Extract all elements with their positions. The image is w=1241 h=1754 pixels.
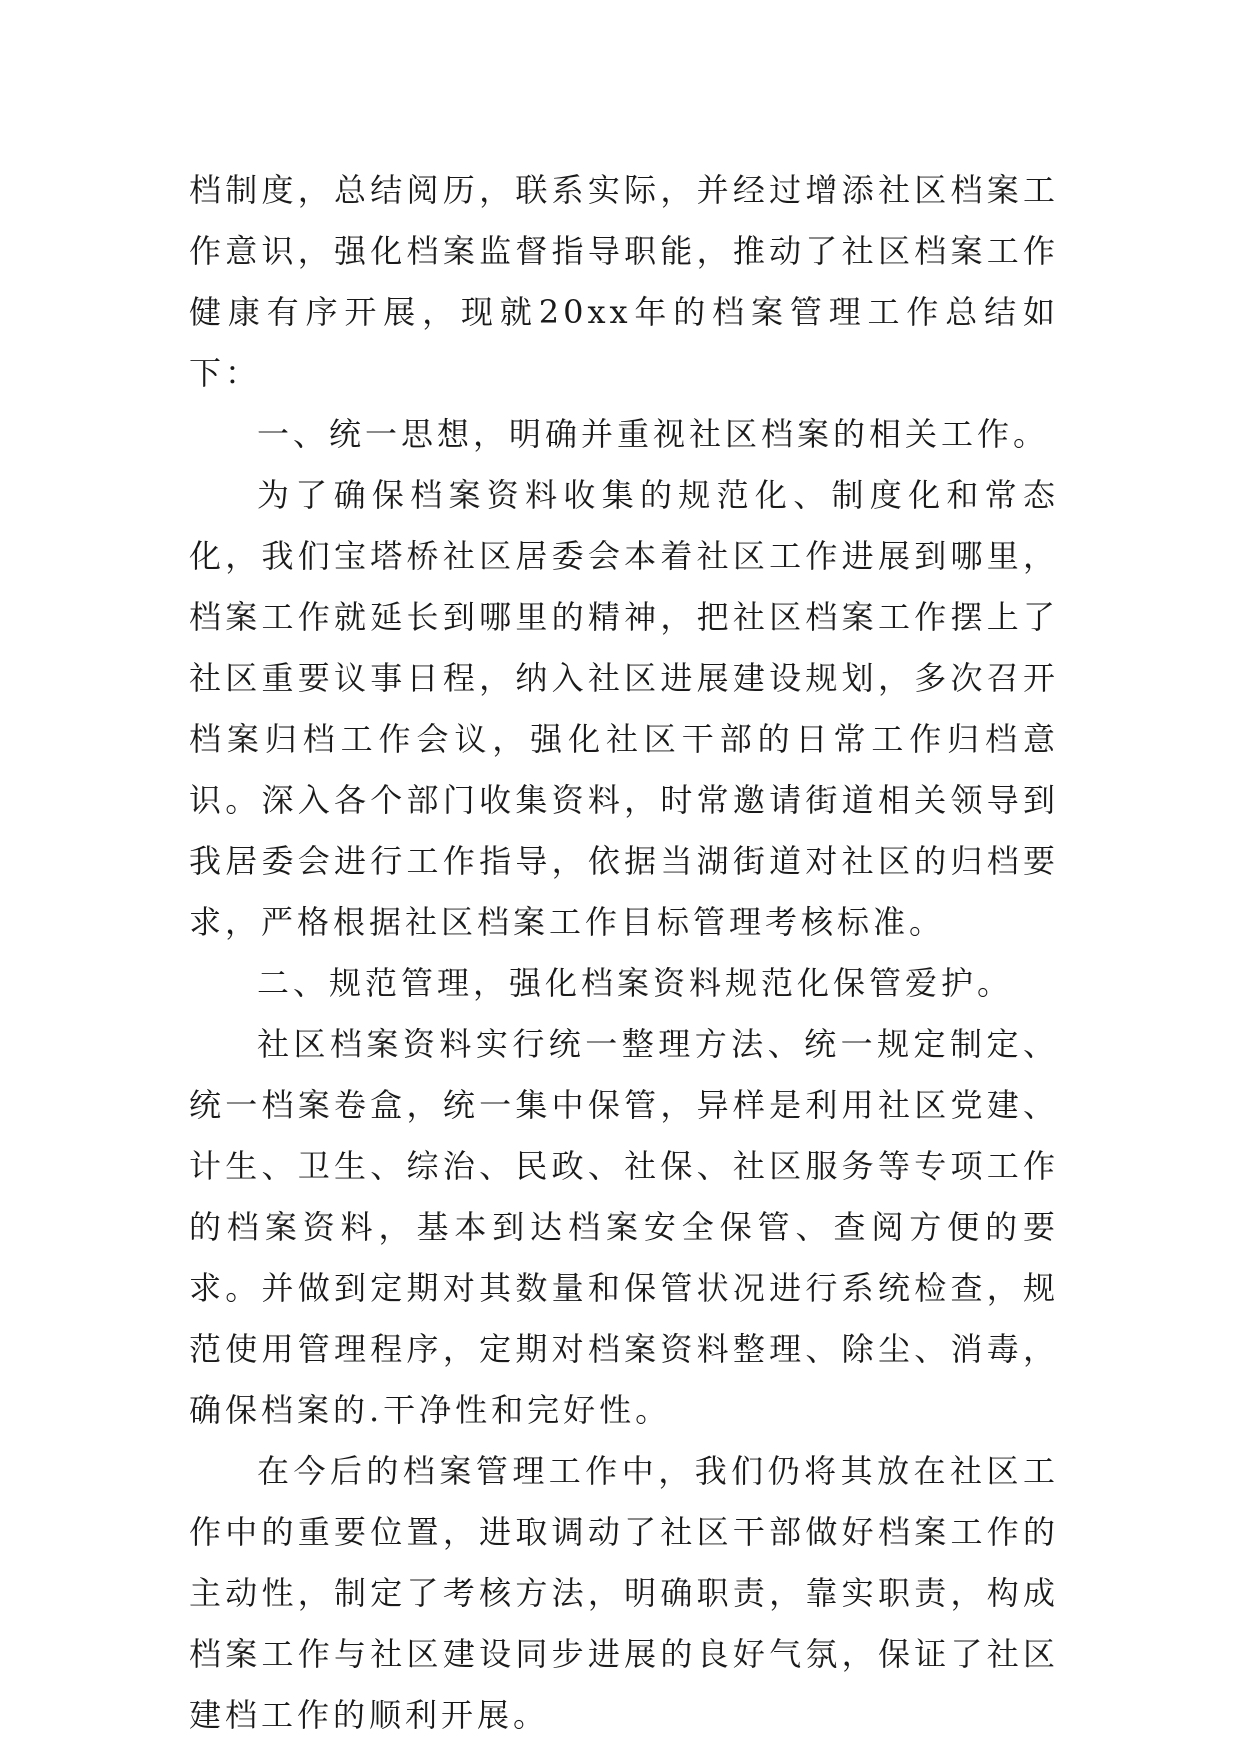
paragraph-conclusion: 在今后的档案管理工作中，我们仍将其放在社区工作中的重要位置，进取调动了社区干部做好档案工作的主动性，制定了考核方法，明确职责，靠实职责，构成档案工作与社区建设同步进展的良好气氛，保证了社区建档工作的顺利开展。	[189, 1452, 1059, 1734]
paragraph-section-one: 为了确保档案资料收集的规范化、制度化和常态化，我们宝塔桥社区居委会本着社区工作进展到哪里，档案工作就延长到哪里的精神，把社区档案工作摆上了社区重要议事日程，纳入社区进展建设规划，多次召开档案归档工作会议，强化社区干部的日常工作归档意识。深入各个部门收集资料，时常邀请街道相关领导到我居委会进行工作指导，依据当湖街道对社区的归档要求，严格根据社区档案工作目标管理考核标准。	[189, 476, 1059, 941]
section-heading-one: 一、统一思想，明确并重视社区档案的相关工作。	[257, 415, 1050, 453]
document-body	[189, 160, 1059, 1746]
paragraph-intro-continuation: 档制度，总结阅历，联系实际，并经过增添社区档案工作意识，强化档案监督指导职能，推动了社区档案工作健康有序开展，现就20xx年的档案管理工作总结如下：	[189, 171, 1059, 392]
section-heading-two: 二、规范管理，强化档案资料规范化保管爱护。	[257, 964, 1014, 1002]
paragraph-section-two: 社区档案资料实行统一整理方法、统一规定制定、统一档案卷盒，统一集中保管，异样是利用社区党建、计生、卫生、综治、民政、社保、社区服务等专项工作的档案资料，基本到达档案安全保管、查阅方便的要求。并做到定期对其数量和保管状况进行系统检查，规范使用管理程序，定期对档案资料整理、除尘、消毒，确保档案的.干净性和完好性。	[189, 1025, 1059, 1429]
